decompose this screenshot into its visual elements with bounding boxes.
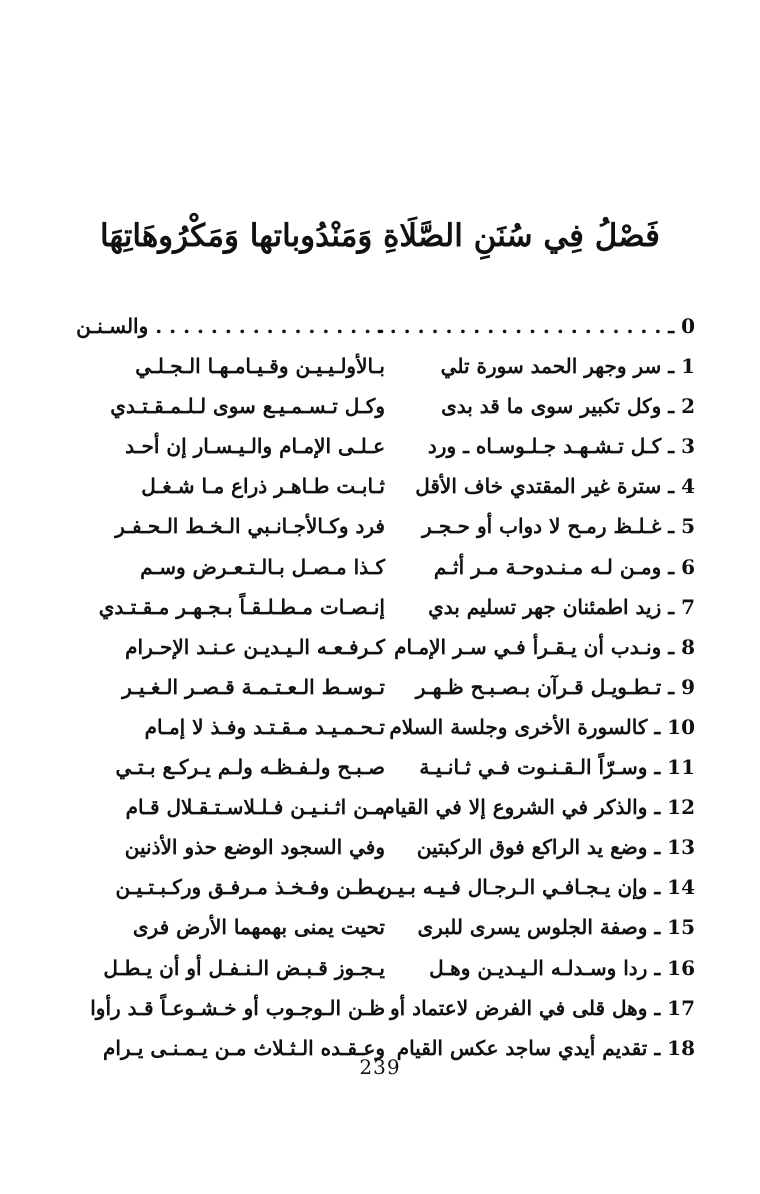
verse-first-hemistich: 4 ـ سترة غير المقتدي خاف الأقل [415, 474, 695, 499]
verse-row [100, 827, 695, 867]
verse-first-hemistich: 9 ـ تـطـويـل قـرآن بـصـبـح ظـهـر [415, 674, 695, 699]
verse-second-hemistich: صـبـح ولـفـظـه ولـم يـركـع بـتـي [115, 755, 385, 780]
verse-first-hemistich: 1 ـ سر وجهر الحمد سورة تلي [440, 354, 695, 379]
verse-second-hemistich: بـالأولـيـيـن وقـيـامـهـا الـجـلـي [135, 354, 385, 379]
verse-row [100, 547, 695, 587]
verse-row [90, 988, 695, 1028]
verse-row [100, 386, 695, 426]
verse-row [100, 667, 695, 707]
verse-second-hemistich: إنـصـات مـطـلـقـاً بـجـهـر مـقـتـدي [98, 594, 385, 619]
verse-second-hemistich: فرد وكـالأجـانـبي الـخـط الـحـفـر [115, 514, 385, 539]
verse-row [100, 787, 695, 827]
verse-first-hemistich: 6 ـ ومـن لـه مـنـدوحـة مـر أثـم [433, 554, 695, 579]
verse-second-hemistich: تحيت يمنى بهمهما الأرض فرى [132, 915, 385, 940]
verse-first-hemistich: 18 ـ تقديم أيدي ساجد عكس القيام [396, 1035, 695, 1060]
verse-second-hemistich: مـن اثـنـيـن فـلـلاسـتـقـلال قـام [125, 795, 385, 820]
verse-first-hemistich: 11 ـ وسـرّاً الـقـنـوت فـي ثـانـيـة [419, 755, 695, 780]
page-number: 239 [359, 1055, 401, 1079]
verse-second-hemistich: وعـقـده الـثـلاث مـن يـمـنـى يـرام [102, 1035, 385, 1060]
verse-row [100, 907, 695, 947]
verse-first-hemistich: 3 ـ كـل تـشـهـد جـلـوسـاه ـ ورد [427, 434, 695, 459]
verse-second-hemistich: . . . . . . . . . . . . . . . . . والسـنـن [76, 314, 385, 338]
verse-second-hemistich: عـلـى الإمـام والـيـسـار إن أحـد [125, 434, 385, 459]
verse-first-hemistich: 12 ـ والذكر في الشروع إلا في القيام [382, 795, 695, 820]
verse-second-hemistich: وكـل تـسـمـيـع سوى لـلـمـقـتـدي [110, 394, 385, 419]
verse-row [100, 948, 695, 988]
verse-row [100, 747, 695, 787]
verse-row [100, 506, 695, 546]
verse-list [76, 306, 695, 1068]
verse-first-hemistich: 14 ـ وإن يـجـافـي الـرجـال فـيـه بـيـن [377, 875, 695, 900]
verse-first-hemistich: 13 ـ وضع يد الراكع فوق الركبتين [416, 835, 695, 860]
verse-row [100, 426, 695, 466]
verse-second-hemistich: كـذا مـصـل بـالـتـعـرض وسـم [140, 554, 385, 579]
verse-second-hemistich: يـجـوز قـبـض الـنـفـل أو أن يـطـل [103, 955, 385, 980]
verse-second-hemistich: تـحـمـيـد مـقـتـد وفـذ لا إمـام [144, 714, 385, 739]
verse-second-hemistich: كـرفـعـه الـيـديـن عـنـد الإحـرام [125, 634, 385, 659]
verse-row [76, 306, 695, 346]
verse-row [100, 707, 695, 747]
verse-second-hemistich: بـطـن وفـخـذ مـرفـق وركـبـتـيـن [115, 875, 385, 900]
verse-first-hemistich: 5 ـ غـلـظ رمـح لا دواب أو حـجـر [421, 514, 695, 539]
verse-row [100, 346, 695, 386]
verse-first-hemistich: 8 ـ ونـدب أن يـقـرأ فـي سـر الإمـام [394, 634, 695, 659]
verse-first-hemistich: 2 ـ وكل تكبير سوى ما قد بدى [441, 394, 695, 419]
verse-second-hemistich: ثـابـت طـاهـر ذراع مـا شـغـل [141, 474, 385, 499]
section-title: فَصْلُ فِي سُنَنِ الصَّلَاةِ وَمَنْدُوباتها وَمَكْرُوهَاتِهَا [100, 218, 660, 254]
verse-first-hemistich: 7 ـ زيد اطمئنان جهر تسليم بدي [428, 594, 695, 619]
verse-first-hemistich: 10 ـ كالسورة الأخرى وجلسة السلام [389, 714, 695, 739]
verse-first-hemistich: 17 ـ وهل قلى في الفرض لاعتماد أو [389, 995, 695, 1020]
verse-row [100, 627, 695, 667]
verse-first-hemistich: 15 ـ وصفة الجلوس يسرى للبرى [417, 915, 695, 940]
verse-second-hemistich: وفي السجود الوضع حذو الأذنين [124, 835, 385, 860]
verse-second-hemistich: تـوسـط الـعـتـمـة قـصـر الـغـيـر [122, 674, 385, 699]
verse-first-hemistich: 0 ـ . . . . . . . . . . . . . . . . . . . . . [375, 314, 695, 338]
verse-second-hemistich: ظـن الـوجـوب أو خـشـوعـاً قـد رأوا [90, 995, 385, 1020]
verse-row [100, 587, 695, 627]
verse-first-hemistich: 16 ـ ردا وسـدلـه الـيـديـن وهـل [429, 955, 695, 980]
verse-row [100, 466, 695, 506]
verse-row [100, 867, 695, 907]
